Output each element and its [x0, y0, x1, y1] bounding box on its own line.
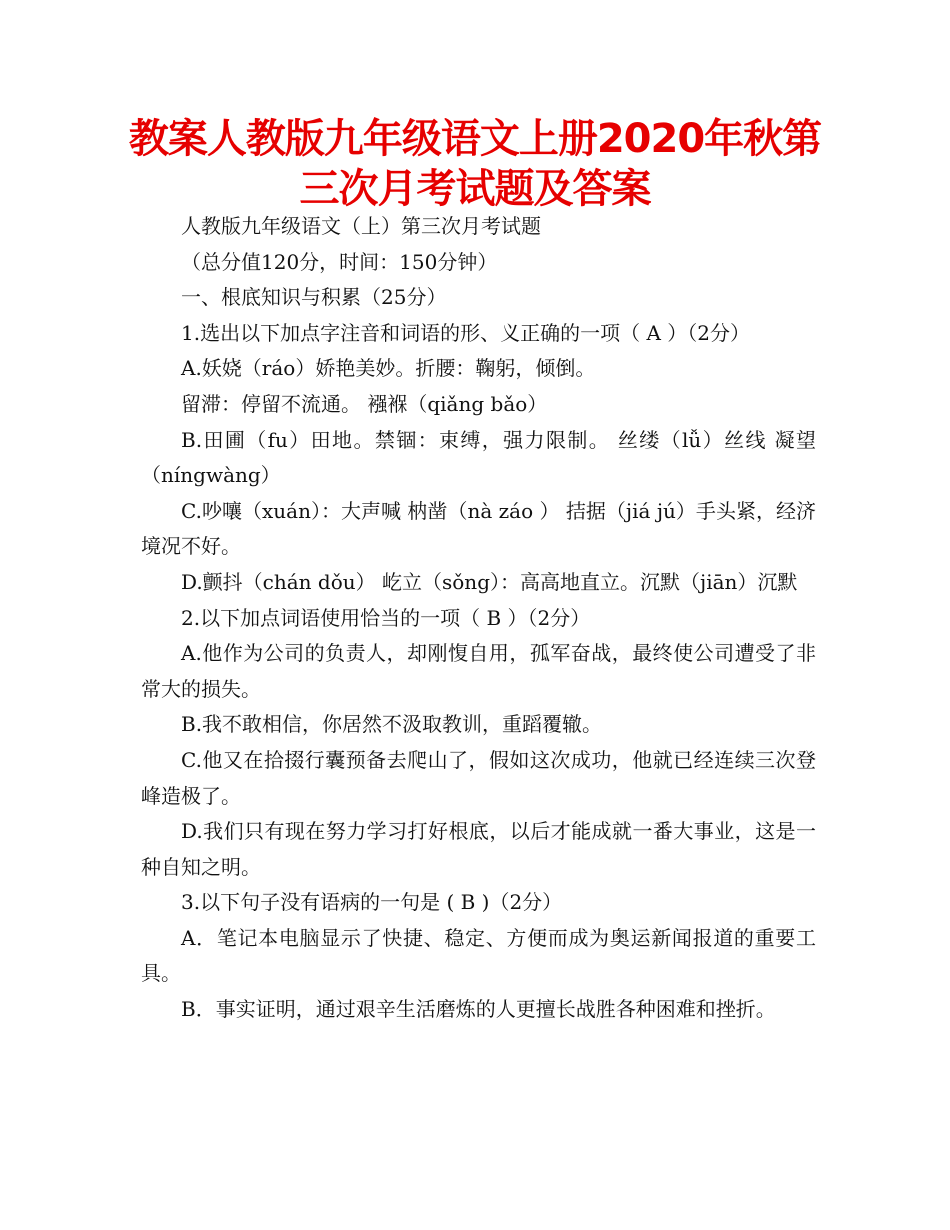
question-2: 2.以下加点词语使用恰当的一项（ B ）（2分） [181, 605, 591, 630]
question-1-option-c: C.吵嚷（xuán）：大声喊 枘凿（nà záo ） 拮据（jiá jú）手头紧，经济境况不好。 [141, 498, 816, 559]
question-2-option-a: A.他作为公司的负责人，却刚愎自用，孤军奋战，最终使公司遭受了非常大的损失。 [141, 641, 816, 701]
section-heading: 一、根底知识与积累（25分） [181, 285, 447, 310]
question-2-option-b: B.我不敢相信，你居然不汲取教训，重蹈覆辙。 [181, 712, 603, 737]
question-1-option-a-cont: 留滞：停留不流通。 襁褓（qiǎng bǎo） [181, 391, 548, 416]
question-1-option-a: A.妖娆（ráo）娇艳美妙。折腰：鞠躬，倾倒。 [181, 356, 596, 381]
question-1: 1.选出以下加点字注音和词语的形、义正确的一项（ A ）（2分） [181, 320, 750, 345]
question-3: 3.以下句子没有语病的一句是 ( B )（2分） [181, 890, 563, 915]
exam-heading: 人教版九年级语文（上）第三次月考试题 [181, 214, 541, 238]
question-3-option-b: B．事实证明，通过艰辛生活磨炼的人更擅长战胜各种困难和挫折。 [181, 997, 776, 1022]
question-3-option-a: A．笔记本电脑显示了快捷、稳定、方便而成为奥运新闻报道的重要工具。 [141, 925, 816, 986]
question-1-option-d: D.颤抖（chán dǒu） 屹立（sǒng）：高高地直立。沉默（jiān）沉默 [181, 569, 798, 594]
question-1-option-b: B.田圃（fu）田地。禁锢：束缚，强力限制。 丝缕（lǚ）丝线 凝望（níngwàng） [141, 427, 816, 488]
document-body [141, 209, 816, 1028]
exam-score-time: （总分值120分，时间：150分钟） [181, 249, 498, 274]
document-title: 教案人教版九年级语文上册2020年秋第三次月考试题及答案 [128, 116, 822, 212]
question-2-option-d: D.我们只有现在努力学习打好根底，以后才能成就一番大事业，这是一种自知之明。 [141, 819, 816, 879]
question-2-option-c: C.他又在拾掇行囊预备去爬山了，假如这次成功，他就已经连续三次登峰造极了。 [141, 747, 816, 808]
